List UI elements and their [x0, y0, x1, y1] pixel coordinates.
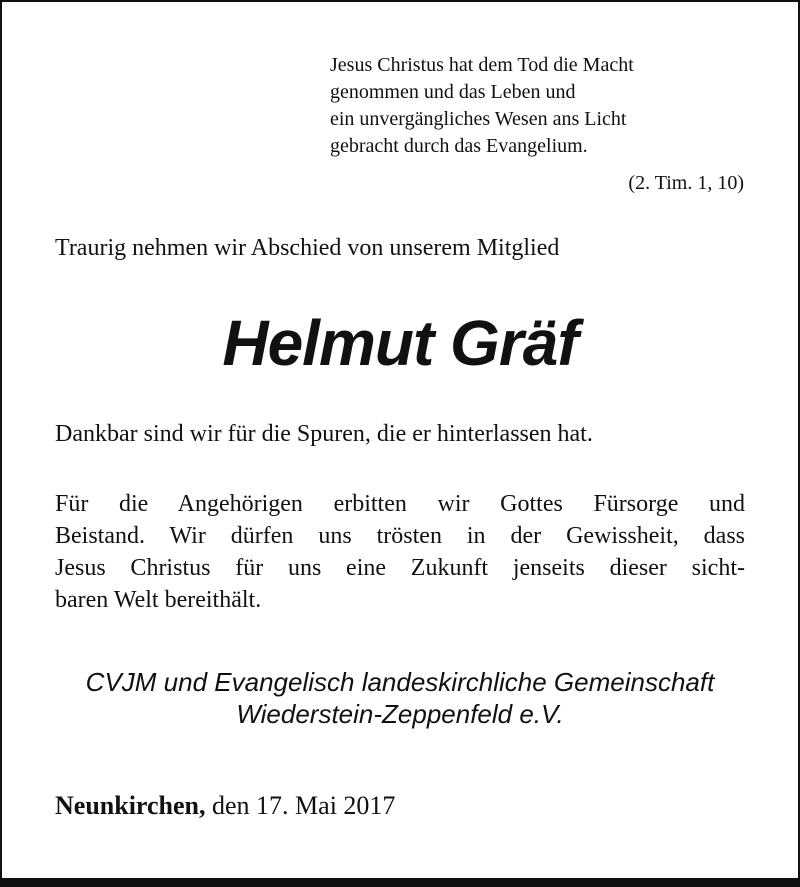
paragraph-line: Jesus Christus für uns eine Zukunft jenseits dieser sicht-	[55, 555, 745, 581]
deceased-name: Helmut Gräf	[222, 307, 578, 379]
quote-line: ein unvergängliches Wesen ans Licht	[330, 108, 627, 130]
dateline-date: den 17. Mai 2017	[212, 791, 396, 820]
intro-text: Traurig nehmen wir Abschied von unserem Mitglied	[55, 235, 560, 261]
dateline-place: Neunkirchen,	[55, 791, 206, 820]
paragraph-line: Beistand. Wir dürfen uns trösten in der Gewissheit, dass	[55, 523, 745, 549]
condolence-paragraph	[55, 488, 745, 616]
organization-line: Wiederstein-Zeppenfeld e.V.	[236, 699, 564, 729]
quote-line: Jesus Christus hat dem Tod die Macht	[330, 54, 634, 76]
quote-line: genommen und das Leben und	[330, 81, 576, 103]
organization-line: CVJM und Evangelisch landeskirchliche Gemeinschaft	[85, 667, 715, 697]
dateline	[55, 790, 395, 822]
quote-line: gebracht durch das Evangelium.	[330, 135, 588, 157]
thanks-text: Dankbar sind wir für die Spuren, die er hinterlassen hat.	[55, 421, 593, 447]
paragraph-line: baren Welt bereithält.	[55, 587, 262, 613]
organization-signature	[0, 666, 800, 730]
paragraph-line: Für die Angehörigen erbitten wir Gottes Fürsorge und	[55, 491, 745, 517]
bible-quote	[330, 52, 750, 160]
quote-reference: (2. Tim. 1, 10)	[628, 172, 744, 194]
